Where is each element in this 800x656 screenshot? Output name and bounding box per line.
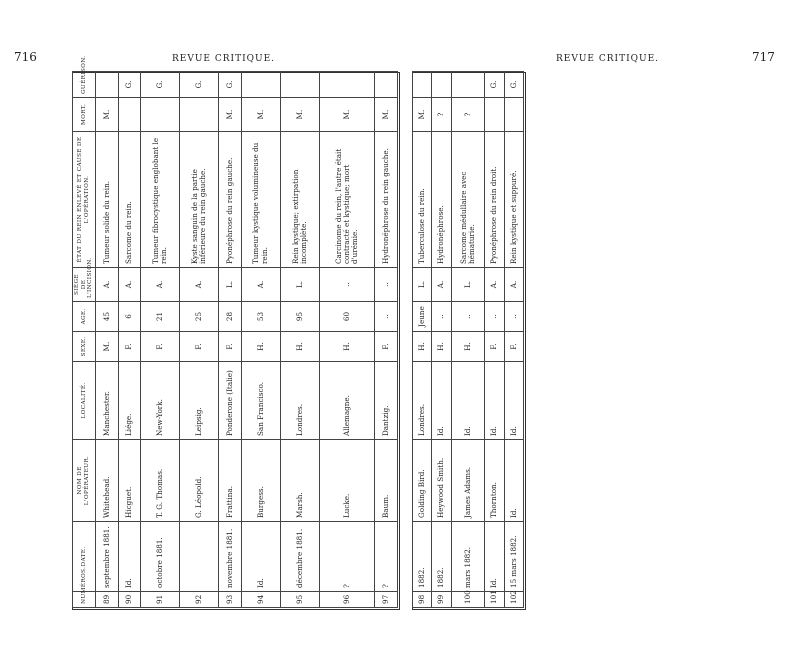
cell-sexe: H. <box>413 332 432 362</box>
cell-etat: Tumeur fibrocystique englobant le rein. <box>141 132 180 268</box>
cell-age: .. <box>375 302 398 332</box>
cell-localite: Dantzig. <box>375 362 398 440</box>
cell-num: 99 <box>432 592 451 608</box>
table-row <box>504 72 523 608</box>
cell-siege: .. <box>319 268 375 302</box>
col-header-date: DATE. <box>73 522 96 592</box>
cell-operateur: Hicguet. <box>118 440 141 522</box>
col-header-localite: LOCALITÉ. <box>73 362 96 440</box>
cell-mort <box>180 98 219 132</box>
cell-num: 89 <box>95 592 118 608</box>
col-header-mort: MORT. <box>73 98 96 132</box>
cell-siege: A. <box>241 268 280 302</box>
table-row <box>451 72 485 608</box>
cell-siege: L. <box>451 268 485 302</box>
cell-guerison <box>432 72 451 98</box>
cell-siege: A. <box>118 268 141 302</box>
cell-sexe: F. <box>375 332 398 362</box>
cell-etat: Sarcome médullaire avec hématurie. <box>451 132 485 268</box>
cell-sexe: F. <box>219 332 242 362</box>
cell-age: Jeune <box>413 302 432 332</box>
cell-mort <box>118 98 141 132</box>
cell-guerison: G. <box>504 72 523 98</box>
cell-date: Id. <box>118 522 141 592</box>
cell-age: 60 <box>319 302 375 332</box>
cell-sexe: H. <box>451 332 485 362</box>
cell-siege: L. <box>413 268 432 302</box>
cell-localite: Londres. <box>280 362 319 440</box>
cell-sexe: H. <box>319 332 375 362</box>
table-row <box>432 72 451 608</box>
cell-age: .. <box>432 302 451 332</box>
cell-siege: A. <box>504 268 523 302</box>
table-row <box>118 72 141 608</box>
cell-guerison: G. <box>180 72 219 98</box>
cell-num: 102 <box>504 592 523 608</box>
cell-num: 91 <box>141 592 180 608</box>
cell-etat: Tumeur kystique volumineuse du rein. <box>241 132 280 268</box>
cell-age: 95 <box>280 302 319 332</box>
cell-mort: M. <box>95 98 118 132</box>
cell-localite: Londres. <box>413 362 432 440</box>
cell-age: 28 <box>219 302 242 332</box>
cell-localite: Manchester. <box>95 362 118 440</box>
cell-guerison: G. <box>219 72 242 98</box>
cell-num: 101 <box>485 592 504 608</box>
cell-etat: Rein kystique et suppuré. <box>504 132 523 268</box>
cell-guerison: G. <box>141 72 180 98</box>
col-header-sexe: SEXE. <box>73 332 96 362</box>
cell-etat: Carcinome du rein, l'autre était contracté et kystique; mort d'urémie. <box>319 132 375 268</box>
cell-num: 93 <box>219 592 242 608</box>
table-row <box>241 72 280 608</box>
cell-guerison: G. <box>118 72 141 98</box>
cell-age: .. <box>504 302 523 332</box>
cell-localite: Liége. <box>118 362 141 440</box>
cell-localite: Leipsig. <box>180 362 219 440</box>
cell-mort: M. <box>219 98 242 132</box>
cell-localite: Id. <box>485 362 504 440</box>
table-row <box>219 72 242 608</box>
cell-localite: Id. <box>432 362 451 440</box>
cell-guerison <box>95 72 118 98</box>
cell-operateur: Id. <box>504 440 523 522</box>
cell-date <box>180 522 219 592</box>
cell-mort <box>485 98 504 132</box>
cell-date: 1882. <box>413 522 432 592</box>
table-row <box>95 72 118 608</box>
cell-siege: A. <box>95 268 118 302</box>
col-header-numero: NUMÉROS. <box>73 592 96 608</box>
cell-sexe: F. <box>504 332 523 362</box>
cell-siege: A. <box>485 268 504 302</box>
cell-siege: A. <box>180 268 219 302</box>
cell-date: ? <box>375 522 398 592</box>
cell-guerison <box>451 72 485 98</box>
cell-date: octobre 1881. <box>141 522 180 592</box>
cell-localite: San Francisco. <box>241 362 280 440</box>
cell-mort: M. <box>375 98 398 132</box>
cell-etat: Pyonéphrose du rein droit. <box>485 132 504 268</box>
cell-guerison <box>241 72 280 98</box>
cell-mort: M. <box>241 98 280 132</box>
cell-date: Id. <box>241 522 280 592</box>
table-row <box>375 72 398 608</box>
cell-operateur: Whitehead. <box>95 440 118 522</box>
cell-num: 96 <box>319 592 375 608</box>
cell-date: 1882. <box>432 522 451 592</box>
cell-siege: .. <box>375 268 398 302</box>
cell-guerison <box>413 72 432 98</box>
cell-mort <box>504 98 523 132</box>
cell-num: 100 <box>451 592 485 608</box>
col-header-operateur: NOM DE L'OPÉRATEUR. <box>73 440 96 522</box>
bleed-through-text <box>520 120 790 600</box>
left-header-row <box>73 72 96 608</box>
right-table-stage <box>412 72 524 608</box>
cell-mort: ? <box>451 98 485 132</box>
right-register-table <box>412 71 524 608</box>
cell-guerison: G. <box>485 72 504 98</box>
cell-date: décembre 1881. <box>280 522 319 592</box>
cell-date: 15 mars 1882. <box>504 522 523 592</box>
cell-num: 92 <box>180 592 219 608</box>
cell-sexe: H. <box>432 332 451 362</box>
cell-age: .. <box>451 302 485 332</box>
table-row <box>485 72 504 608</box>
cell-etat: Tumeur solide du rein. <box>95 132 118 268</box>
cell-etat: Rein kystique; extirpation incomplète. <box>280 132 319 268</box>
cell-operateur: James Adams. <box>451 440 485 522</box>
cell-etat: Pyonéphrose du rein gauche. <box>219 132 242 268</box>
cell-num: 90 <box>118 592 141 608</box>
cell-age: 53 <box>241 302 280 332</box>
cell-etat: Hydronéphrose. <box>432 132 451 268</box>
cell-sexe: H. <box>280 332 319 362</box>
left-page-number: 716 <box>14 50 37 64</box>
cell-operateur: G. Léopold. <box>180 440 219 522</box>
cell-localite: Ponderone (Italie) <box>219 362 242 440</box>
cell-age: .. <box>485 302 504 332</box>
cell-operateur: Marsh. <box>280 440 319 522</box>
cell-operateur: Lucke. <box>319 440 375 522</box>
cell-etat: Kyste sanguin de la partie inférieure du rein gauche. <box>180 132 219 268</box>
cell-mort: M. <box>319 98 375 132</box>
cell-mort: ? <box>432 98 451 132</box>
table-row <box>141 72 180 608</box>
cell-operateur: T. G. Thomas. <box>141 440 180 522</box>
cell-guerison <box>319 72 375 98</box>
cell-sexe: M. <box>95 332 118 362</box>
cell-etat: Hydronéphrose du rein gauche. <box>375 132 398 268</box>
cell-age: 25 <box>180 302 219 332</box>
cell-age: 45 <box>95 302 118 332</box>
table-row <box>319 72 375 608</box>
cell-localite: Id. <box>451 362 485 440</box>
cell-sexe: H. <box>241 332 280 362</box>
col-header-guerison: GUÉRISON. <box>73 72 96 98</box>
cell-age: 21 <box>141 302 180 332</box>
cell-num: 98 <box>413 592 432 608</box>
cell-num: 95 <box>280 592 319 608</box>
cell-operateur: Heywood Smith. <box>432 440 451 522</box>
cell-localite: Allemagne. <box>319 362 375 440</box>
cell-date: Id. <box>485 522 504 592</box>
right-page-number: 717 <box>752 50 775 64</box>
cell-num: 97 <box>375 592 398 608</box>
cell-sexe: F. <box>118 332 141 362</box>
cell-localite: New-York. <box>141 362 180 440</box>
cell-date: novembre 1881. <box>219 522 242 592</box>
cell-num: 94 <box>241 592 280 608</box>
cell-mort: M. <box>413 98 432 132</box>
cell-sexe: F. <box>180 332 219 362</box>
cell-date: mars 1882. <box>451 522 485 592</box>
cell-date: ? <box>319 522 375 592</box>
cell-operateur: Thornton. <box>485 440 504 522</box>
cell-mort <box>141 98 180 132</box>
col-header-etat: ÉTAT DU REIN ENLEVÉ ET CAUSE DE L'OPÉRATION. <box>73 132 96 268</box>
cell-age: 6 <box>118 302 141 332</box>
cell-siege: L. <box>219 268 242 302</box>
table-row <box>413 72 432 608</box>
cell-mort: M. <box>280 98 319 132</box>
cell-guerison <box>280 72 319 98</box>
cell-operateur: Burgess. <box>241 440 280 522</box>
cell-operateur: Baum. <box>375 440 398 522</box>
cell-sexe: F. <box>141 332 180 362</box>
cell-siege: A. <box>141 268 180 302</box>
cell-localite: Id. <box>504 362 523 440</box>
cell-date: septembre 1881. <box>95 522 118 592</box>
table-row <box>180 72 219 608</box>
cell-siege: A. <box>432 268 451 302</box>
cell-etat: Tuberculose du rein. <box>413 132 432 268</box>
cell-operateur: Golding Bird. <box>413 440 432 522</box>
cell-siege: L. <box>280 268 319 302</box>
col-header-age: AGE. <box>73 302 96 332</box>
right-running-head: REVUE CRITIQUE. <box>556 54 660 64</box>
cell-guerison <box>375 72 398 98</box>
left-running-head: REVUE CRITIQUE. <box>172 54 276 64</box>
cell-sexe: F. <box>485 332 504 362</box>
cell-etat: Sarcome du rein. <box>118 132 141 268</box>
table-row <box>280 72 319 608</box>
col-header-siege: SIÈGE DE L'INCISION. <box>73 268 96 302</box>
cell-operateur: Frattina. <box>219 440 242 522</box>
